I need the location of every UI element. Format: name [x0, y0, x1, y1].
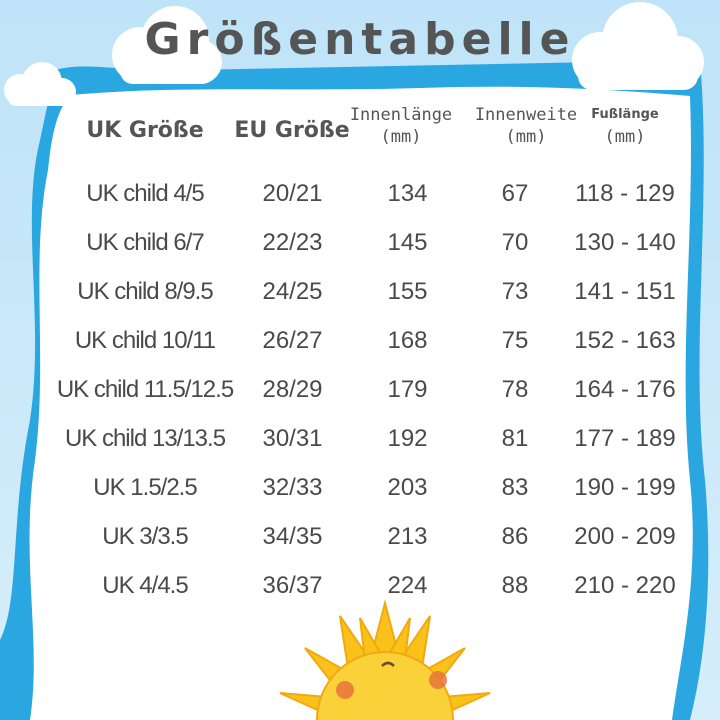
cell-uk-size: UK 4/4.5: [102, 572, 188, 599]
cell-inner-width: 73: [501, 278, 529, 305]
cell-inner-length: 155: [387, 278, 428, 305]
page-title: Größentabelle: [144, 14, 576, 65]
cell-inner-length: 224: [387, 572, 428, 599]
cell-eu-size: 20/21: [262, 180, 323, 207]
table-row: [0, 174, 720, 214]
cell-foot-length: 118 - 129: [575, 180, 675, 207]
header-inner-width-unit: (mm): [505, 127, 547, 147]
cell-uk-size: UK child 4/5: [86, 180, 204, 207]
table-row: [0, 321, 720, 361]
cell-inner-width: 83: [501, 474, 529, 501]
cell-eu-size: 36/37: [262, 572, 323, 599]
table-row: [0, 370, 720, 410]
header-foot-length: [585, 104, 665, 148]
cell-inner-length: 168: [387, 327, 428, 354]
cell-inner-length: 213: [387, 523, 428, 550]
cell-uk-size: UK 3/3.5: [102, 523, 188, 550]
table-row: [0, 419, 720, 459]
cell-inner-width: 88: [501, 572, 529, 599]
cell-foot-length: 177 - 189: [574, 425, 676, 452]
header-inner-width: [468, 104, 584, 148]
cell-inner-length: 134: [387, 180, 428, 207]
cell-inner-length: 145: [387, 229, 428, 256]
table-row: [0, 468, 720, 508]
cell-inner-length: 203: [387, 474, 428, 501]
header-inner-length-label: Innenlänge: [349, 105, 453, 125]
cell-eu-size: 24/25: [262, 278, 323, 305]
header-inner-length-unit: (mm): [380, 127, 422, 147]
cell-inner-width: 81: [501, 425, 529, 452]
cell-foot-length: 141 - 151: [574, 278, 676, 305]
cell-uk-size: UK 1.5/2.5: [93, 474, 197, 501]
cell-eu-size: 34/35: [262, 523, 323, 550]
cell-uk-size: UK child 13/13.5: [64, 425, 226, 452]
cell-foot-length: 190 - 199: [574, 474, 676, 501]
table-row: [0, 517, 720, 557]
table-row: [0, 272, 720, 312]
cell-inner-width: 78: [501, 376, 529, 403]
cell-inner-length: 192: [387, 425, 428, 452]
cell-eu-size: 30/31: [262, 425, 323, 452]
header-foot-length-label: Fußlänge: [591, 107, 659, 122]
cell-uk-size: UK child 11.5/12.5: [56, 376, 234, 403]
header-uk-size: UK Größe: [86, 118, 204, 143]
cell-uk-size: UK child 10/11: [74, 327, 216, 354]
cell-inner-length: 179: [387, 376, 428, 403]
cell-eu-size: 26/27: [262, 327, 323, 354]
header-eu-size: EU Größe: [234, 118, 350, 143]
cell-foot-length: 130 - 140: [574, 229, 676, 256]
cell-foot-length: 200 - 209: [574, 523, 676, 550]
cell-foot-length: 152 - 163: [574, 327, 676, 354]
table-row: [0, 223, 720, 263]
cell-inner-width: 70: [501, 229, 529, 256]
cell-inner-width: 86: [501, 523, 529, 550]
cloud-icon: [0, 60, 80, 110]
cell-foot-length: 210 - 220: [574, 572, 676, 599]
header-foot-length-unit: (mm): [604, 127, 646, 147]
header-inner-length: [340, 104, 462, 148]
cell-uk-size: UK child 8/9.5: [77, 278, 213, 305]
cell-eu-size: 28/29: [262, 376, 323, 403]
cell-inner-width: 75: [501, 327, 529, 354]
cell-inner-width: 67: [501, 180, 529, 207]
cell-eu-size: 22/23: [262, 229, 323, 256]
cell-uk-size: UK child 6/7: [86, 229, 204, 256]
smiling-sun-icon: [270, 598, 500, 720]
cell-foot-length: 164 - 176: [574, 376, 676, 403]
header-inner-width-label: Innenweite: [474, 105, 578, 125]
cell-eu-size: 32/33: [262, 474, 323, 501]
